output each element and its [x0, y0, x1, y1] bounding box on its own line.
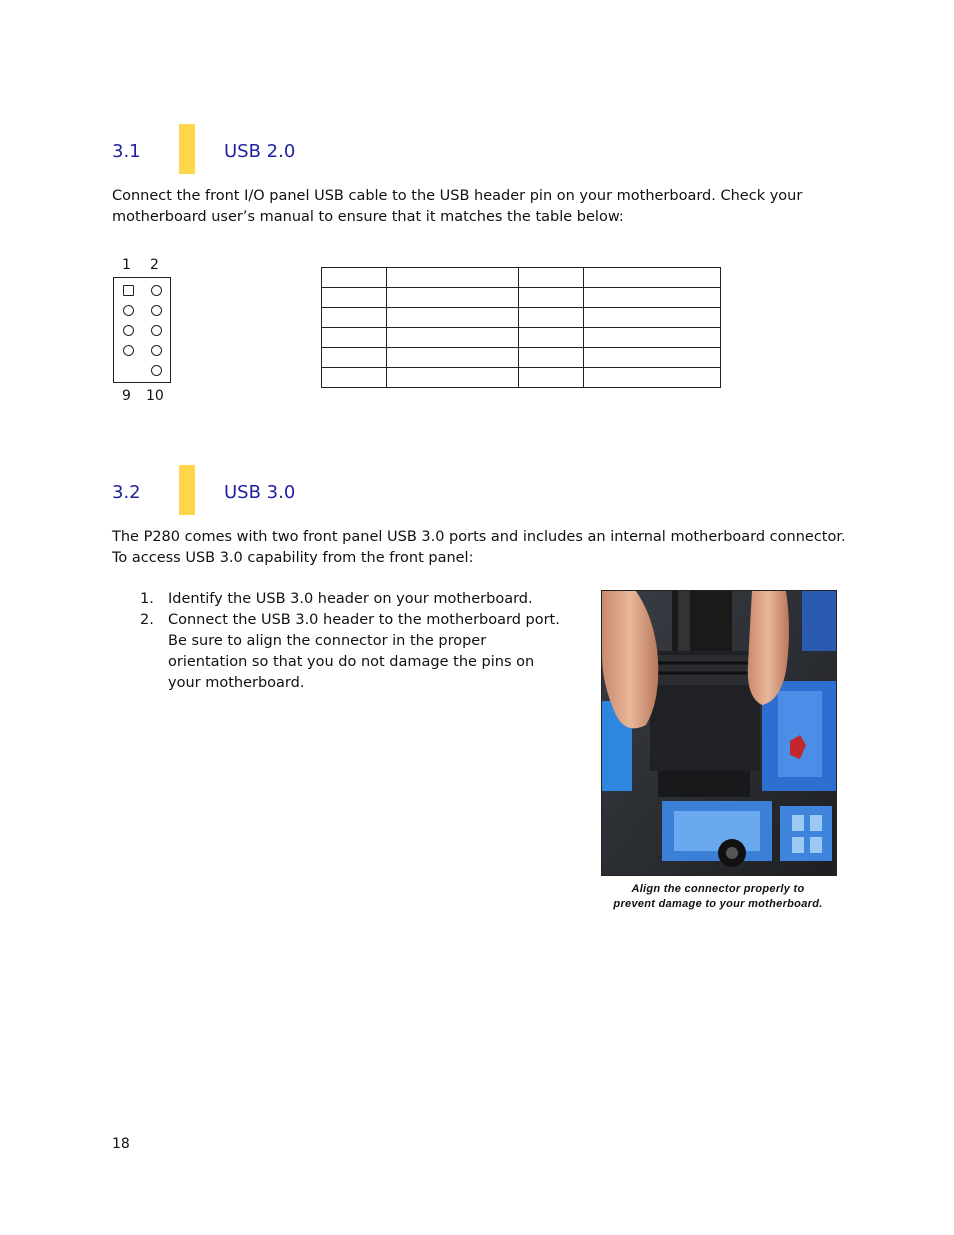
section-3-1-accent-bar: [179, 124, 195, 174]
pin-5: [123, 325, 134, 336]
pin-assignment-table: [321, 267, 721, 388]
section-3-2-paragraph: The P280 comes with two front panel USB 3.0 ports and includes an internal motherboard connector. To access USB 3.0 capability from the front panel:: [112, 529, 846, 566]
table-row: [322, 348, 721, 368]
list-item: [140, 589, 580, 610]
pin-3: [123, 305, 134, 316]
pin-8: [151, 345, 162, 356]
pin-label-2: 2: [150, 257, 159, 273]
usb3-connector-photo: [601, 590, 837, 876]
pin-label-9: 9: [122, 388, 131, 404]
section-3-2-accent-bar: [179, 465, 195, 515]
table-row: [322, 368, 721, 388]
step-text: Connect the USB 3.0 header to the motherboard port. Be sure to align the connector in the proper orientation so that you do not damage the pins on your motherboard.: [168, 612, 560, 691]
photo-illustration: [602, 591, 836, 875]
section-3-2-number: 3.2: [112, 482, 141, 503]
pin-1-square: [123, 285, 134, 296]
pin-header-outline: [113, 277, 171, 383]
step-number: 2.: [140, 612, 154, 628]
table-row: [322, 328, 721, 348]
step-text: Identify the USB 3.0 header on your motherboard.: [168, 591, 533, 607]
table-row: [322, 308, 721, 328]
page-number: 18: [112, 1136, 130, 1152]
section-3-1-title: USB 2.0: [224, 141, 296, 162]
pin-2: [151, 285, 162, 296]
pin-label-10: 10: [146, 388, 164, 404]
list-item: [140, 610, 568, 694]
pin-label-1: 1: [122, 257, 131, 273]
pin-4: [151, 305, 162, 316]
step-number: 1.: [140, 591, 154, 607]
photo-caption: Align the connector properly to prevent damage to your motherboard.: [613, 883, 823, 910]
section-3-1-number: 3.1: [112, 141, 141, 162]
pin-10: [151, 365, 162, 376]
table-row: [322, 268, 721, 288]
pin-6: [151, 325, 162, 336]
section-3-2-title: USB 3.0: [224, 482, 296, 503]
section-3-1-paragraph: Connect the front I/O panel USB cable to the USB header pin on your motherboard. Check your motherboard user’s manual to ensure that it matches the table below:: [112, 188, 803, 225]
table-row: [322, 288, 721, 308]
pin-7: [123, 345, 134, 356]
usb3-steps-list: [140, 589, 580, 694]
